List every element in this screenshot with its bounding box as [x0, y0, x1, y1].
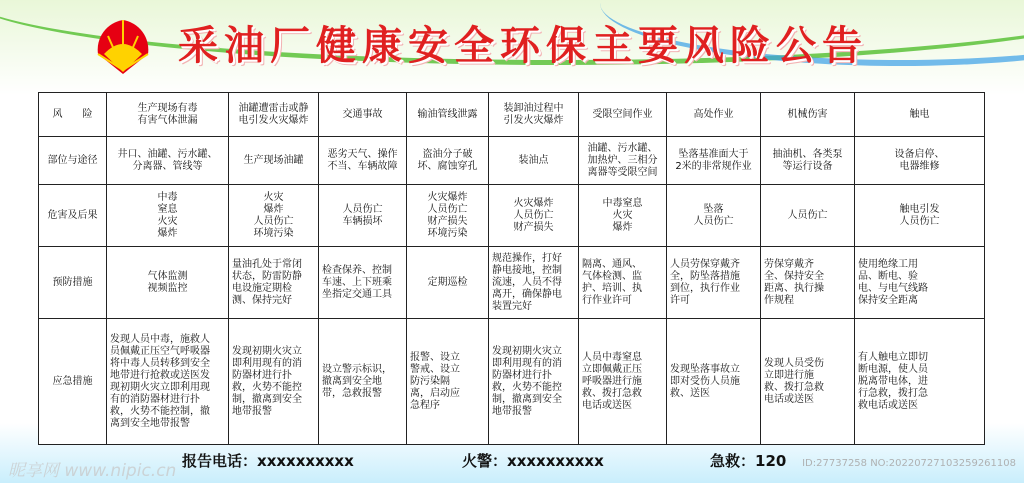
table-cell: 发现初期火灾立 即利用现有的消 防器材进行扑 救，火势不能控 制，撤离到安全 地带报警	[489, 319, 579, 445]
table-cell: 火灾爆炸 人员伤亡 财产损失 环境污染	[407, 185, 489, 247]
table-cell: 发现人员受伤 立即进行施 救、拨打急救 电话或送医	[761, 319, 855, 445]
table-cell: 生产现场油罐	[229, 137, 319, 185]
table-header-row	[39, 93, 985, 137]
table-cell: 抽油机、各类泵 等运行设备	[761, 137, 855, 185]
risk-header-cell: 机械伤害	[761, 93, 855, 137]
header-corner-cell: 风 险	[39, 93, 107, 137]
table-row	[39, 137, 985, 185]
table-cell: 人员伤亡	[761, 185, 855, 247]
table-cell: 发现坠落事故立 即对受伤人员施 救、送医	[667, 319, 761, 445]
report-phone-label: 报告电话：	[182, 452, 258, 470]
table-cell: 中毒窒息 火灾 爆炸	[579, 185, 667, 247]
risk-header-cell: 输油管线泄露	[407, 93, 489, 137]
table-cell: 有人触电立即切 断电源，使人员 脱离带电体，进 行急救，拨打急 救电话或送医	[855, 319, 985, 445]
watermark-left: 昵享网 www.nipic.cn	[8, 461, 177, 481]
table-row	[39, 185, 985, 247]
report-phone-value: xxxxxxxxxx	[257, 452, 354, 470]
table-cell: 人员劳保穿戴齐 全，防坠落措施 到位，执行作业 许可	[667, 247, 761, 319]
table-cell: 触电引发 人员伤亡	[855, 185, 985, 247]
fire-alarm-label: 火警：	[462, 452, 508, 470]
petrochina-logo-icon	[90, 14, 156, 80]
table-cell: 坠落基准面大于 2米的非常规作业	[667, 137, 761, 185]
table-cell: 气体监测 视频监控	[107, 247, 229, 319]
first-aid-label: 急救：	[710, 452, 756, 470]
table-cell: 报警、设立 警戒、设立 防污染隔 离，启动应 急程序	[407, 319, 489, 445]
table-cell: 人员中毒窒息 立即佩戴正压 呼吸器进行施 救、拨打急救 电话或送医	[579, 319, 667, 445]
table-cell: 盗油分子破 坏、腐蚀穿孔	[407, 137, 489, 185]
row-label-cell: 危害及后果	[39, 185, 107, 247]
page-title: 采油厂健康安全环保主要风险公告	[178, 23, 868, 69]
table-cell: 中毒 窒息 火灾 爆炸	[107, 185, 229, 247]
risk-header-cell: 油罐遭雷击或静 电引发火灾爆炸	[229, 93, 319, 137]
table-cell: 装油点	[489, 137, 579, 185]
table-cell: 火灾爆炸 人员伤亡 财产损失	[489, 185, 579, 247]
table-cell: 劳保穿戴齐 全、保持安全 距离、执行操 作规程	[761, 247, 855, 319]
table-cell: 发现人员中毒，施救人 员佩戴正压空气呼吸器 将中毒人员转移到安全 地带进行抢救或送医发 现初期火灾立即利用现 有的消防器材进行扑 救，火势不能控制，撤 离到安全地带报警	[107, 319, 229, 445]
table-cell: 规范操作，打好 静电接地，控制 流速，人员不得 离开，确保静电 装置完好	[489, 247, 579, 319]
risk-header-cell: 装卸油过程中 引发火灾爆炸	[489, 93, 579, 137]
table-cell: 恶劣天气、操作 不当、车辆故障	[319, 137, 407, 185]
table-cell: 使用绝缘工用 品、断电、验 电、与电气线路 保持安全距离	[855, 247, 985, 319]
table-cell: 设立警示标识， 撤离到安全地 带，急救报警	[319, 319, 407, 445]
table-cell: 井口、油罐、污水罐、 分离器、管线等	[107, 137, 229, 185]
table-cell: 坠落 人员伤亡	[667, 185, 761, 247]
fire-alarm-value: xxxxxxxxxx	[507, 452, 604, 470]
first-aid-phone	[710, 448, 786, 474]
watermark-right: ID:27737258 NO:20220727103259261108	[802, 458, 1016, 469]
row-label-cell: 预防措施	[39, 247, 107, 319]
row-label-cell: 部位与途径	[39, 137, 107, 185]
table-cell: 定期巡检	[407, 247, 489, 319]
risk-header-cell: 受限空间作业	[579, 93, 667, 137]
table-row	[39, 247, 985, 319]
risk-header-cell: 生产现场有毒 有害气体泄漏	[107, 93, 229, 137]
risk-header-cell: 高处作业	[667, 93, 761, 137]
table-cell: 发现初期火灾立 即利用现有的消 防器材进行扑 救，火势不能控 制，撤离到安全 地带报警	[229, 319, 319, 445]
table-cell: 量油孔处于常闭 状态，防雷防静 电设施定期检 测、保持完好	[229, 247, 319, 319]
fire-alarm-phone	[462, 448, 604, 474]
report-phone	[182, 448, 354, 474]
row-label-cell: 应急措施	[39, 319, 107, 445]
first-aid-value: 120	[755, 452, 787, 470]
table-cell: 隔离、通风、 气体检测、监 护、培训、执 行作业许可	[579, 247, 667, 319]
table-cell: 检查保养、控制 车速、上下班乘 坐指定交通工具	[319, 247, 407, 319]
risk-header-cell: 触电	[855, 93, 985, 137]
table-cell: 人员伤亡 车辆损坏	[319, 185, 407, 247]
table-row	[39, 319, 985, 445]
table-cell: 火灾 爆炸 人员伤亡 环境污染	[229, 185, 319, 247]
risk-header-cell: 交通事故	[319, 93, 407, 137]
risk-table	[38, 92, 985, 445]
table-cell: 油罐、污水罐、 加热炉、三相分 离器等受限空间	[579, 137, 667, 185]
table-cell: 设备启停、 电器维修	[855, 137, 985, 185]
